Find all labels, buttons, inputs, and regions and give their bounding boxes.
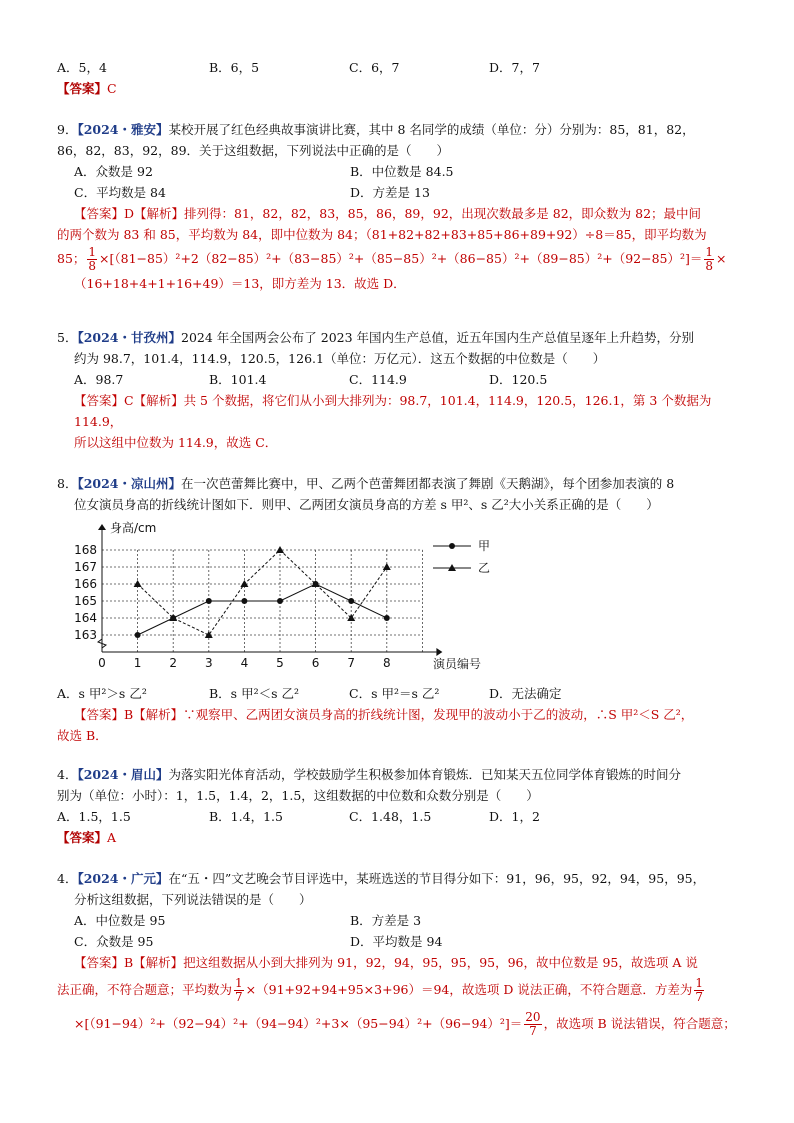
analysis-text: 法正确，不符合题意；平均数为 — [57, 982, 233, 997]
data-point — [241, 598, 247, 604]
option-a: A．98.7 — [74, 372, 124, 387]
chart-ticks — [74, 543, 391, 670]
question-8-options — [57, 683, 747, 746]
question-5 — [57, 327, 747, 453]
analysis-text: （16+18+4+1+16+49）＝13，即方差为 13．故选 D． — [74, 276, 406, 291]
question-stem: 为落实阳光体育活动，学校鼓励学生积极参加体育锻炼．已知某天五位同学体育锻炼的时间分 — [168, 767, 682, 782]
option-b: B．1.4，1.5 — [209, 809, 283, 824]
option-c: C．平均数是 84 — [74, 185, 166, 200]
fraction-numerator: 1 — [88, 245, 97, 259]
option-a: A．众数是 92 — [74, 164, 153, 179]
option-c: C．众数是 95 — [74, 934, 154, 949]
question-stem: 在“五・四”文艺晚会节目评选中，某班选送的节目得分如下：91，96，95，92，94，95，95， — [168, 871, 706, 886]
data-point — [134, 580, 142, 587]
option-b: B．6，5 — [209, 60, 260, 75]
legend-label: 乙 — [478, 561, 491, 575]
option-a: A．5，4 — [57, 60, 107, 75]
question-stem-cont: 分析这组数据，下列说法错误的是（ ） — [74, 892, 312, 907]
analysis-formula — [57, 1007, 747, 1041]
question-4-meishan — [57, 764, 747, 848]
analysis-formula — [57, 245, 747, 273]
y-tick-label: 168 — [74, 543, 97, 557]
option-b: B．s 甲²＜s 乙² — [209, 686, 299, 701]
y-tick-label: 164 — [74, 611, 97, 625]
source-tag: 【2024・眉山】 — [77, 767, 169, 782]
option-row — [57, 369, 747, 390]
x-tick-label: 6 — [311, 656, 320, 670]
option-b: B．中位数是 84.5 — [350, 164, 454, 179]
series-line — [138, 584, 387, 635]
data-point — [276, 546, 284, 553]
chart-legend — [433, 539, 490, 575]
data-point — [384, 615, 390, 621]
analysis-text: 114.9， — [74, 414, 123, 429]
analysis-text: 【答案】B【解析】把这组数据从小到大排列为 91，92，94，95，95，95，96，故中位数是 95，故选项 A 说 — [74, 955, 698, 970]
question-8 — [57, 473, 747, 515]
option-d: D．120.5 — [489, 372, 548, 387]
question-number: 8． — [57, 476, 78, 491]
question-prev — [57, 57, 747, 99]
analysis-text: 【答案】C【解析】共 5 个数据，将它们从小到大排列为：98.7，101.4，114.9，120.5，126.1，第 3 个数据为 — [74, 393, 712, 408]
x-tick-label: 0 — [98, 656, 106, 670]
data-point — [348, 598, 354, 604]
option-row — [57, 931, 747, 952]
data-point — [277, 598, 283, 604]
y-tick-label: 165 — [74, 594, 97, 608]
data-point — [347, 614, 355, 621]
option-d: D．方差是 13 — [350, 185, 430, 200]
x-axis-arrow — [436, 648, 442, 656]
analysis-text: 85； — [57, 251, 86, 266]
x-tick-label: 8 — [382, 656, 391, 670]
option-b: B．方差是 3 — [350, 913, 422, 928]
chart-axes — [98, 524, 442, 656]
fraction-denominator: 7 — [235, 990, 243, 1004]
question-stem-cont: 约为 98.7，101.4，114.9，120.5，126.1（单位：万亿元）．这五个数据的中位数是（ ） — [74, 351, 606, 366]
fraction — [87, 246, 97, 273]
x-axis-label: 演员编号 — [433, 657, 482, 671]
y-axis-arrow — [98, 524, 106, 530]
question-stem-cont: 位女演员身高的折线统计图如下．则甲、乙两团女演员身高的方差 s 甲²、s 乙²大小关系正确的是（ ） — [74, 497, 659, 512]
question-stem: 在一次芭蕾舞比赛中，甲、乙两个芭蕾舞团都表演了舞剧《天鹅湖》，每个团参加表演的 8 — [181, 476, 675, 491]
option-row — [57, 57, 747, 78]
fraction — [524, 1011, 541, 1038]
analysis-text: 【答案】B【解析】∵观察甲、乙两团女演员身高的折线统计图，发现甲的波动小于乙的波动，∴S 甲²＜S 乙²， — [74, 707, 694, 722]
answer-label: 【答案】 — [57, 81, 108, 96]
source-tag: 【2024・雅安】 — [77, 122, 169, 137]
question-stem-cont: 别为（单位：小时）：1，1.5，1.4，2，1.5，这组数据的中位数和众数分别是（ ） — [57, 788, 539, 803]
option-row — [57, 806, 747, 827]
fraction — [234, 977, 244, 1004]
data-point — [240, 580, 248, 587]
y-tick-label: 167 — [74, 560, 97, 574]
analysis-text: ×[（91−94）²+（92−94）²+（94−94）²+3×（95−94）²+（96−94）²]＝ — [74, 1016, 523, 1031]
fraction-denominator: 8 — [705, 259, 714, 273]
source-tag: 【2024・广元】 — [77, 871, 169, 886]
source-tag: 【2024・甘孜州】 — [77, 330, 181, 345]
option-c: C．1.48，1.5 — [349, 809, 432, 824]
x-tick-label: 2 — [169, 656, 178, 670]
x-tick-label: 1 — [133, 656, 142, 670]
fraction — [694, 977, 704, 1004]
chart-series — [134, 546, 391, 638]
fraction-denominator: 7 — [695, 990, 703, 1004]
data-point — [206, 598, 212, 604]
y-tick-label: 163 — [74, 628, 97, 642]
question-4-guangyuan — [57, 868, 747, 1041]
question-stem: 2024 年全国两会公布了 2023 年国内生产总值，近五年国内生产总值呈逐年上升趋势，分别 — [181, 330, 695, 345]
x-tick-label: 7 — [347, 656, 356, 670]
y-axis-label: 身高/cm — [110, 521, 157, 535]
option-d: D．7，7 — [489, 60, 540, 75]
option-c: C．s 甲²＝s 乙² — [349, 686, 440, 701]
option-row — [57, 910, 747, 931]
analysis-text: ，故选项 B 说法错误，符合题意； — [543, 1016, 736, 1031]
option-c: C．114.9 — [349, 372, 407, 387]
answer-value: A — [107, 830, 117, 845]
question-9 — [57, 119, 747, 294]
analysis-text: 所以这组中位数为 114.9，故选 C． — [74, 435, 278, 450]
option-b: B．101.4 — [209, 372, 267, 387]
option-row — [57, 683, 747, 704]
analysis-text: 故选 B． — [57, 728, 108, 743]
answer-value: C — [107, 81, 117, 96]
fraction — [704, 246, 714, 273]
option-a: A．1.5，1.5 — [57, 809, 131, 824]
option-d: D．平均数是 94 — [350, 934, 443, 949]
fraction-numerator: 1 — [235, 976, 243, 990]
x-tick-label: 5 — [276, 656, 284, 670]
answer-label: 【答案】 — [57, 830, 108, 845]
option-d: D．1，2 — [489, 809, 540, 824]
data-point — [135, 632, 141, 638]
fraction-numerator: 1 — [695, 976, 703, 990]
question-stem: 某校开展了红色经典故事演讲比赛，其中 8 名同学的成绩（单位：分）分别为：85，81，82， — [168, 122, 695, 137]
x-tick-label: 4 — [240, 656, 249, 670]
question-number: 4． — [57, 767, 78, 782]
option-row — [57, 161, 747, 182]
question-stem-cont: 86，82，83，92，89．关于这组数据，下列说法中正确的是（ ） — [57, 143, 450, 158]
analysis-text: ×[（81−85）²+2（82−85）²+（83−85）²+（85−85）²+（86−85）²+（89−85）²+（92−85）²]＝ — [99, 251, 703, 266]
source-tag: 【2024・凉山州】 — [77, 476, 181, 491]
option-c: C．6，7 — [349, 60, 400, 75]
analysis-formula — [57, 973, 747, 1007]
analysis-text: 【答案】D【解析】排列得：81，82，82，83，85，86，89，92，出现次数最多是 82，即众数为 82；最中间 — [74, 206, 702, 221]
option-row — [57, 182, 747, 203]
x-tick-label: 3 — [204, 656, 213, 670]
chart-svg — [68, 518, 508, 674]
question-number: 9． — [57, 122, 78, 137]
line-chart — [68, 518, 508, 680]
fraction-numerator: 1 — [705, 245, 714, 259]
question-number: 4． — [57, 871, 78, 886]
fraction-denominator: 7 — [529, 1024, 537, 1038]
option-d: D．无法确定 — [489, 686, 562, 701]
analysis-text: × — [716, 251, 727, 266]
analysis-text: 的两个数为 83 和 85，平均数为 84，即中位数为 84；（81+82+82+83+85+86+89+92）÷8＝85，即平均数为 — [57, 227, 707, 242]
fraction-denominator: 8 — [88, 259, 97, 273]
legend-label: 甲 — [478, 539, 491, 553]
analysis-text: ×（91+92+94+95×3+96）＝94，故选项 D 说法正确，不符合题意．方差为 — [245, 982, 693, 997]
question-number: 5． — [57, 330, 78, 345]
option-a: A．中位数是 95 — [74, 913, 166, 928]
series-line — [138, 550, 387, 635]
y-tick-label: 166 — [74, 577, 97, 591]
data-point — [205, 631, 213, 638]
option-a: A．s 甲²＞s 乙² — [57, 686, 147, 701]
fraction-numerator: 20 — [525, 1010, 541, 1024]
data-point — [383, 563, 391, 570]
legend-marker — [449, 543, 455, 549]
